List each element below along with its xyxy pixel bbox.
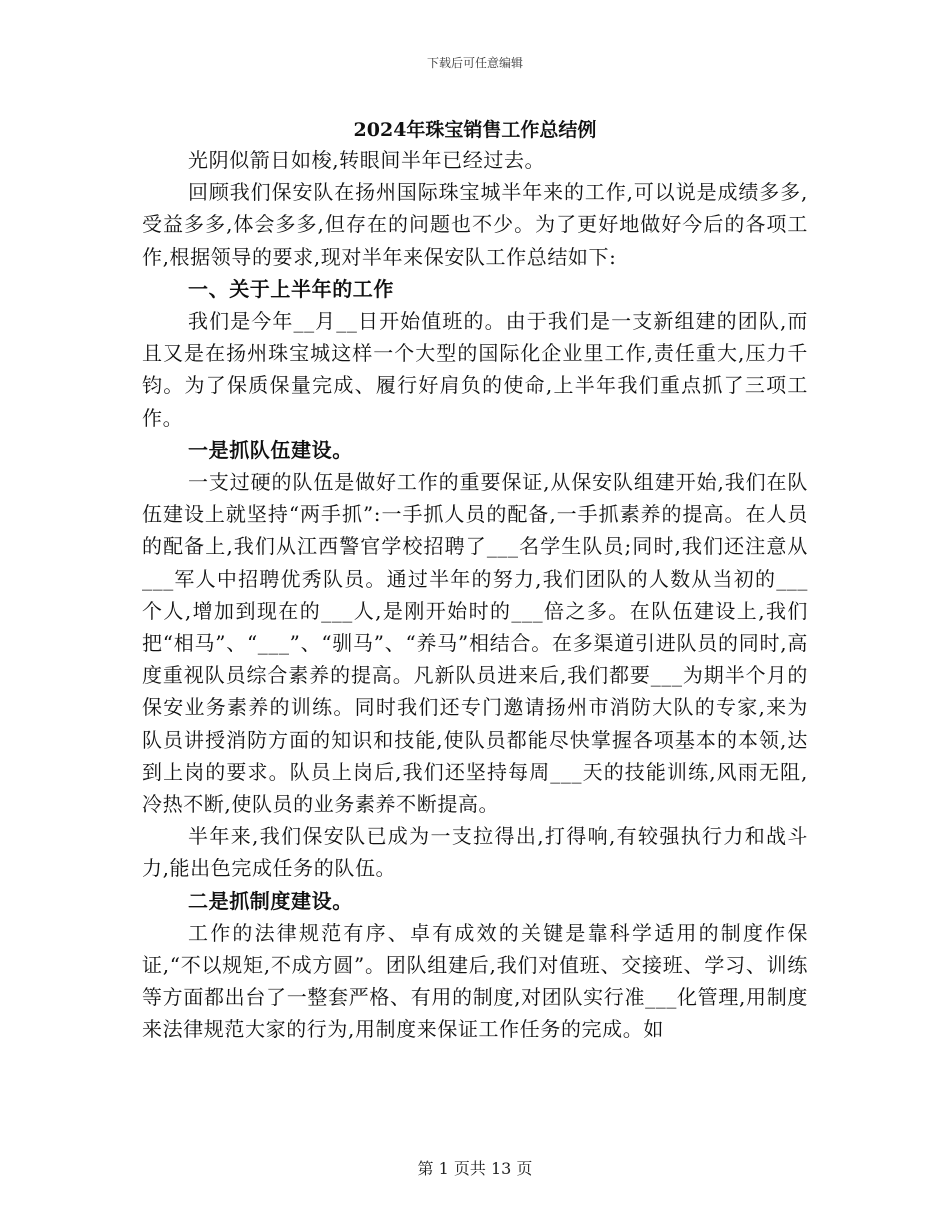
paragraph-system-building: 工作的法律规范有序、卓有成效的关键是靠科学适用的制度作保证,“不以规矩,不成方圆”。团队组建后,我们对值班、交接班、学习、训练等方面都出台了一整套严格、有用的制度,对团队实行准___化管理,用制度来法律规范大家的行为,用制度来保证工作任务的完成。如 xyxy=(142,920,808,1042)
section-heading-first-half: 一、关于上半年的工作 xyxy=(188,276,394,301)
paragraph-team-result: 半年来,我们保安队已成为一支拉得出,打得响,有较强执行力和战斗力,能出色完成任务的队伍。 xyxy=(142,824,808,881)
paragraph-review: 回顾我们保安队在扬州国际珠宝城半年来的工作,可以说是成绩多多,受益多多,体会多多,但存在的问题也不少。为了更好地做好今后的各项工作,根据领导的要求,现对半年来保安队工作总结如下: xyxy=(142,180,808,269)
header-note: 下载后可任意编辑 xyxy=(426,56,523,70)
subheading-system-building: 二是抓制度建设。 xyxy=(188,888,353,913)
paragraph-team-building: 一支过硬的队伍是做好工作的重要保证,从保安队组建开始,我们在队伍建设上就坚持“两手抓”:一手抓人员的配备,一手抓素养的提高。在人员的配备上,我们从江西警官学校招聘了___名学生队员;同时,我们还注意从___军人中招聘优秀队员。通过半年的努力,我们团队的人数从当初的___个人,增加到现在的___人,是刚开始时的___倍之多。在队伍建设上,我们把“相马”、“___”、“驯马”、“养马”相结合。在多渠道引进队员的同时,高度重视队员综合素养的提高。凡新队员进来后,我们都要___为期半个月的保安业务素养的训练。同时我们还专门邀请扬州市消防大队的专家,来为队员讲授消防方面的知识和技能,使队员都能尽快掌握各项基本的本领,达到上岗的要求。队员上岗后,我们还坚持每周___天的技能训练,风雨无阻,冷热不断,使队员的业务素养不断提高。 xyxy=(142,470,808,817)
paragraph-start: 我们是今年__月__日开始值班的。由于我们是一支新组建的团队,而且又是在扬州珠宝城这样一个大型的国际化企业里工作,责任重大,压力千钧。为了保质保量完成、履行好肩负的使命,上半年我们重点抓了三项工作。 xyxy=(142,309,808,430)
document-title: 2024年珠宝销售工作总结例 xyxy=(353,119,597,141)
page-number: 第 1 页共 13 页 xyxy=(417,1159,533,1178)
document-body xyxy=(142,144,808,1046)
paragraph-intro: 光阴似箭日如梭,转眼间半年已经过去。 xyxy=(188,148,546,172)
subheading-team-building: 一是抓队伍建设。 xyxy=(188,437,353,462)
